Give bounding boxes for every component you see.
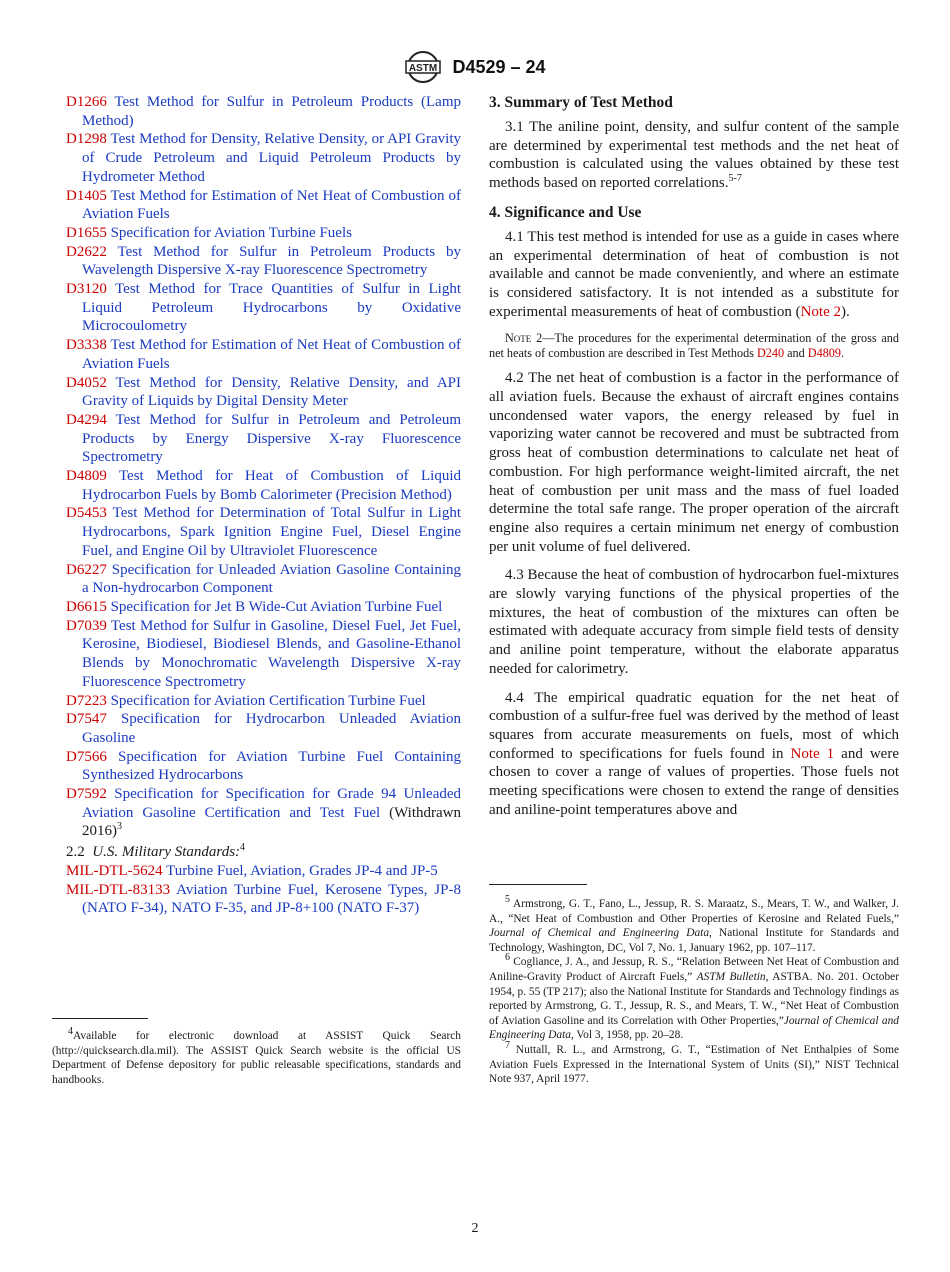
reference-code-link[interactable]: D1266 [66, 94, 107, 110]
reference-title-link[interactable]: Test Method for Density, Relative Density, or API Gravity of Crude Petroleum and Liquid Petroleum Products by Hydrometer Method [82, 131, 461, 185]
reference-code-link[interactable]: D7039 [66, 617, 107, 634]
note-2: Note 2—The procedures for the experimental determination of the gross and net heats of combustion are described in Test Methods D240 and D4809. [489, 331, 899, 361]
footnote-6: $^6$ Cogliance, J. A., and Jessup, R. S., “Relation Between Net Heat of Combustion and Aniline-Gravity Product of Aircraft Fuels,” ASTM Bulletin, ASTBA. No. 201. October 1954, p. 55 (TP 217); also the National Institute for Standards and Technology findings as reported by Armstrong, G. T., Jessup, R. S., and Mears, T. W., “Net Heat of Combustion of Aviation Gasoline and its Correlation with Other Properties,”Journal of Chemical and Engineering Data, Vol 3, 1958, pp. 20–28. [489, 952, 899, 1042]
reference-title-link[interactable]: Specification for Aviation Turbine Fuels [110, 224, 352, 241]
reference-code-link[interactable]: D7223 [66, 692, 107, 709]
section-3-heading: 3. Summary of Test Method [489, 94, 673, 111]
reference-code-link[interactable]: D2622 [66, 243, 107, 260]
reference-title-link[interactable]: Test Method for Sulfur in Petroleum Products (Lamp Method) [82, 94, 461, 129]
reference-title-link[interactable]: Specification for Unleaded Aviation Gasoline Containing a Non-hydrocarbon Component [82, 561, 462, 597]
reference-item [66, 411, 461, 467]
reference-code-link[interactable]: D7566 [66, 748, 107, 765]
reference-code-link[interactable]: D1655 [66, 224, 107, 241]
reference-item [66, 598, 461, 617]
section-4-heading: 4. Significance and Use [489, 203, 642, 221]
reference-title-link[interactable]: Specification for Aviation Turbine Fuel Containing Synthesized Hydrocarbons [82, 748, 462, 784]
reference-code-link[interactable]: D4294 [66, 411, 107, 428]
reference-item [66, 748, 461, 785]
reference-title-link[interactable]: Test Method for Sulfur in Petroleum and Petroleum Products by Energy Dispersive X-ray Fluorescence Spectrometry [82, 411, 461, 466]
reference-title-link[interactable]: Specification for Specification for Grade 94 Unleaded Aviation Gasoline Certification and Test Fuel [82, 786, 462, 821]
mil-standards-heading: 2.2 U.S. Military Standards:$^4$ [66, 842, 246, 861]
paragraph-4-3: 4.3 Because the heat of combustion of hydrocarbon fuel-mixtures are slowly varying functions of the physical properties of the mixtures, the heat of combustion of the mixtures can often be estimated with adequate accuracy from simple field tests of density and aniline point temperature, without the elaborate apparatus needed for calorimetry. [489, 567, 899, 677]
reference-title-link[interactable]: Test Method for Density, Relative Density, and API Gravity of Liquids by Digital Density Meter [82, 374, 461, 410]
reference-item [66, 280, 461, 336]
reference-title-link[interactable]: Aviation Turbine Fuel, Kerosene Types, JP-8 (NATO F-34), NATO F-35, and JP-8+100 (NATO F-37) [82, 881, 461, 917]
svg-text:ASTM: ASTM [409, 63, 438, 74]
reference-code-link[interactable]: D1298 [66, 131, 107, 148]
paragraph-4-4: 4.4 The empirical quadratic equation for the net heat of combustion of a sulfur-free fuel was derived by the method of least squares from accurate measurements on fuels, most of which conformed to specifications for fuels found in Note 1 and were chosen to cover a range of values of properties. Those fuels not meeting specifications were chosen to extend the range of densities and aniline-point temperatures above and [489, 689, 899, 818]
reference-code-link[interactable]: D6227 [66, 561, 107, 578]
reference-item [66, 467, 461, 504]
footnote-4: $^4$Available for electronic download at ASSIST Quick Search (http://quicksearch.dla.mil). The ASSIST Quick Search website is the official US Department of Defense depository for public releasable specifications, standards and handbooks. [52, 1026, 461, 1086]
footnote-7: $^7$ Nuttall, R. L., and Armstrong, G. T., “Estimation of Net Enthalpies of Some Aviation Fuels Expressed in the International System of Units (SI),” NIST Technical Note 937, April 1977. [489, 1040, 899, 1086]
reference-title-link[interactable]: Turbine Fuel, Aviation, Grades JP-4 and JP-5 [166, 862, 438, 879]
paragraph-4-2: 4.2 The net heat of combustion is a factor in the performance of all aviation fuels. Because the exhaust of aircraft engines contains uncondensed water vapors, the energy released by fuel in vaporizing water cannot be recovered and must be subtracted from gross heat of combustion determinations to calculate net heat of combustion. For high performance weight-limited aircraft, the net heat of combustion per unit mass and the mass of fuel loaded determine the total safe range. The proper operation of the aircraft engine also requires a certain minimum net energy of combustion per unit volume of fuel delivered. [489, 370, 899, 555]
reference-item [66, 561, 461, 598]
right-footnotes [489, 884, 899, 1087]
reference-code-link[interactable]: D7592 [66, 786, 107, 803]
reference-item [66, 93, 461, 130]
mil-reference-item [66, 881, 461, 918]
reference-title-link[interactable]: Test Method for Heat of Combustion of Liquid Hydrocarbon Fuels by Bomb Calorimeter (Precision Method) [82, 468, 461, 503]
mil-reference-item [66, 862, 461, 881]
reference-item [66, 130, 461, 186]
footnote-ref: 3 [117, 821, 122, 833]
footnote-5: $^5$ Armstrong, G. T., Fano, L., Jessup, R. S. Maraatz, S., Mears, T. W., and Walker, J. A., “Net Heat of Combustion and Other Properties of Kerosine and Related Fuels,” Journal of Chemical and Engineering Data, National Institute for Standards and Technology, Washington, DC, Vol 7, No. 1, January 1962, pp. 107–117. [489, 894, 899, 954]
referenced-documents-list [66, 93, 461, 841]
reference-item [66, 243, 461, 280]
note-1-link[interactable]: Note 1 [790, 745, 835, 762]
reference-code-link[interactable]: D7547 [66, 711, 107, 728]
reference-item [66, 692, 461, 711]
right-column [489, 93, 899, 830]
left-column [66, 93, 461, 918]
reference-title-link[interactable]: Specification for Jet B Wide-Cut Aviation Turbine Fuel [110, 598, 443, 615]
left-footnotes [52, 1018, 461, 1087]
page-header [0, 50, 950, 84]
reference-title-link[interactable]: Specification for Aviation Certification Turbine Fuel [110, 692, 426, 709]
reference-item [66, 224, 461, 243]
reference-title-link[interactable]: Test Method for Estimation of Net Heat of Combustion of Aviation Fuels [82, 337, 461, 372]
reference-item [66, 617, 461, 692]
d4809-link[interactable]: D4809 [807, 346, 841, 361]
withdrawn-note: (Withdrawn 2016) [82, 804, 461, 840]
reference-code-link[interactable]: MIL-DTL-83133 [66, 881, 171, 898]
reference-title-link[interactable]: Test Method for Sulfur in Petroleum Products by Wavelength Dispersive X-ray Fluorescence Spectrometry [82, 243, 461, 279]
reference-item [66, 374, 461, 411]
reference-code-link[interactable]: D1405 [66, 187, 107, 204]
astm-logo-icon [404, 50, 442, 84]
reference-title-link[interactable]: Test Method for Estimation of Net Heat of Combustion of Aviation Fuels [82, 187, 461, 223]
reference-item [66, 336, 461, 373]
document-designation: D4529 – 24 [452, 56, 546, 77]
reference-item [66, 187, 461, 224]
page-number: 2 [471, 1221, 479, 1236]
reference-code-link[interactable]: D5453 [66, 505, 107, 522]
paragraph-3-1: 3.1 The aniline point, density, and sulfur content of the sample are determined by experimental test methods and the net heat of combustion is calculated using the values obtained by these test methods based on reported correlations.$^{5-7}$ [489, 119, 899, 192]
reference-code-link[interactable]: D3120 [66, 281, 107, 298]
reference-title-link[interactable]: Test Method for Sulfur in Gasoline, Diesel Fuel, Jet Fuel, Kerosine, Biodiesel, Biodiesel Blends, and Gasoline-Ethanol Blends by Monochromatic Wavelength Dispersive X-ray Fluorescence Spectrometry [82, 617, 461, 690]
reference-code-link[interactable]: D4052 [66, 374, 107, 391]
note-2-link[interactable]: Note 2 [800, 303, 841, 320]
reference-code-link[interactable]: D6615 [66, 598, 107, 615]
reference-item [66, 710, 461, 747]
reference-code-link[interactable]: D4809 [66, 468, 107, 485]
d240-link[interactable]: D240 [757, 346, 785, 361]
paragraph-4-1: 4.1 This test method is intended for use as a guide in cases where an experimental determination of heat of combustion is not available and cannot be made conveniently, and where an estimate is considered satisfactory. It is not intended as a substitute for experimental measurements of heat of combustion (Note 2). [489, 228, 899, 320]
reference-title-link[interactable]: Test Method for Trace Quantities of Sulfur in Light Liquid Petroleum Hydrocarbons by Oxidative Microcoulometry [82, 281, 461, 335]
reference-item [66, 785, 461, 841]
mil-standards-list [66, 862, 461, 918]
reference-item [66, 504, 461, 560]
reference-title-link[interactable]: Specification for Hydrocarbon Unleaded Aviation Gasoline [82, 711, 462, 746]
reference-code-link[interactable]: MIL-DTL-5624 [66, 862, 163, 879]
reference-title-link[interactable]: Test Method for Determination of Total Sulfur in Light Hydrocarbons, Spark Ignition Engine Fuel, Diesel Engine Fuel, and Engine Oil by Ultraviolet Fluorescence [82, 505, 461, 559]
reference-code-link[interactable]: D3338 [66, 337, 107, 354]
